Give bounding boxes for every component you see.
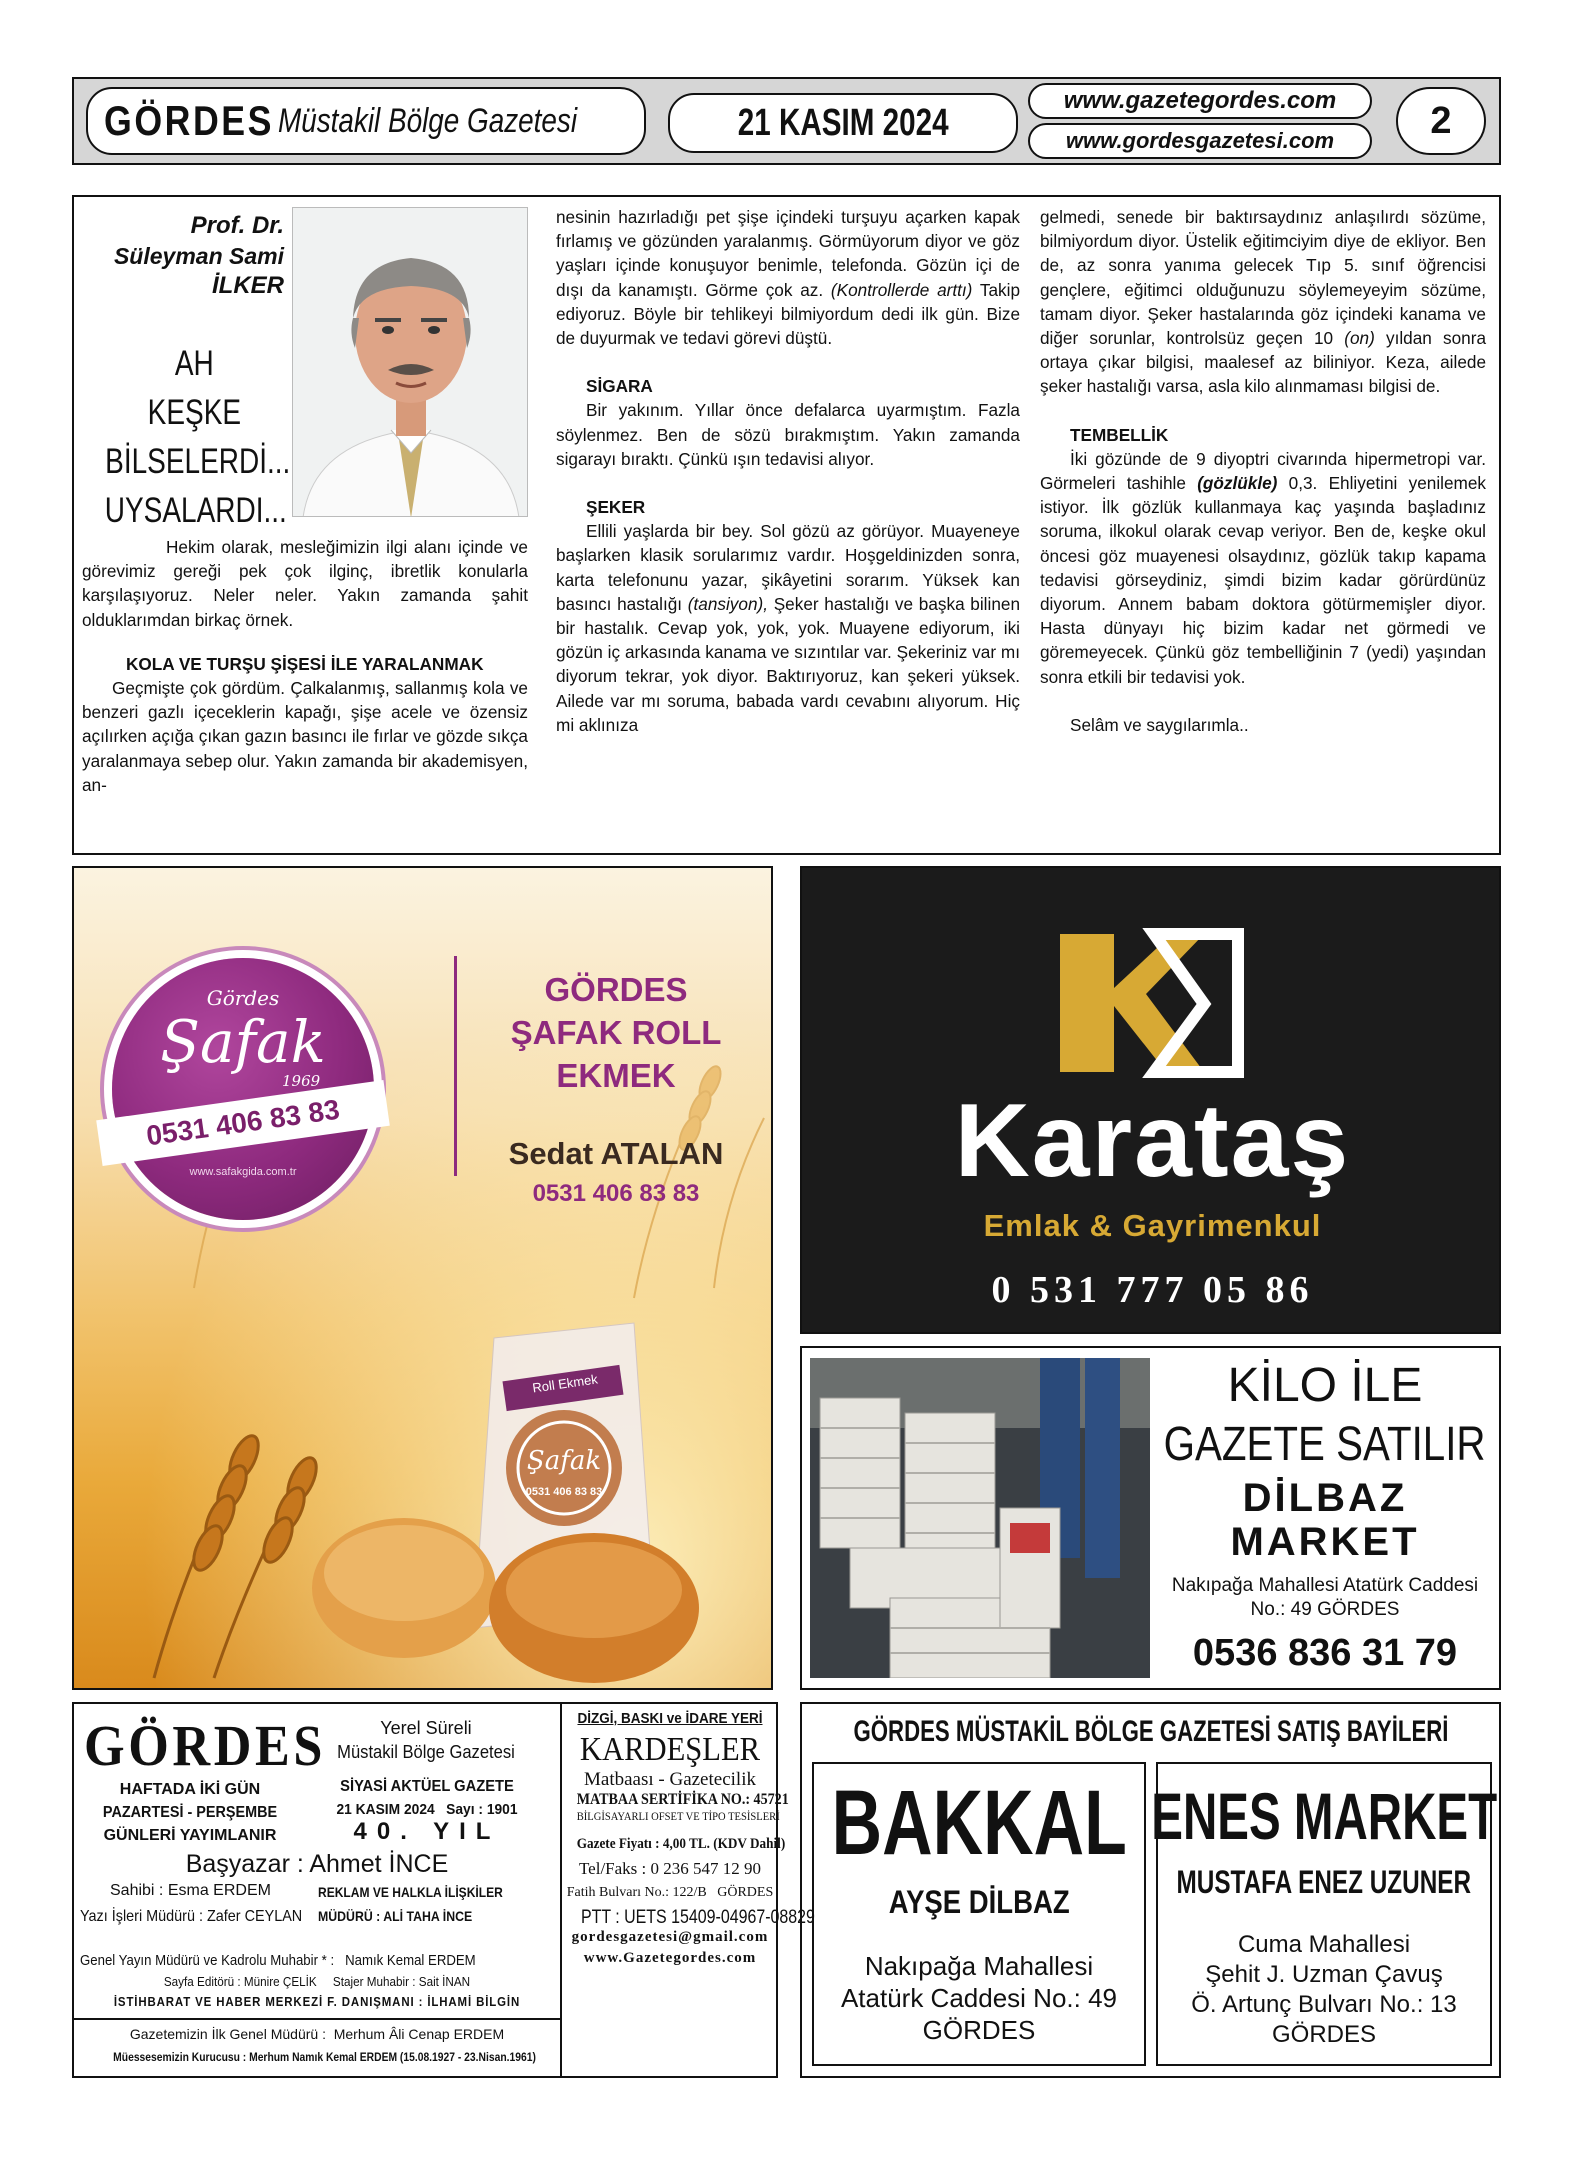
printing-facility: BİLGİSAYARLI OFSET VE TİPO TESİSLERİ	[576, 1809, 780, 1823]
imprint-footer-divider	[74, 2018, 560, 2020]
badge-phone: 0531 406 83 83	[144, 1093, 342, 1152]
website-link-2[interactable]: www.gordesgazetesi.com	[1065, 128, 1335, 153]
page-number-pill	[1396, 87, 1486, 155]
dealers-box	[800, 1702, 1501, 2078]
article-column-3	[1040, 205, 1486, 737]
dealers-title: GÖRDES MÜSTAKİL BÖLGE GAZETESİ SATIŞ BAYİLERİ	[853, 1715, 1448, 1748]
dilbaz-phone[interactable]: 0536 836 31 79	[1192, 1632, 1458, 1674]
section-text-kola-c: Takip ediyoruz. Böyle bir tehlikeyi bilmiyordum dedi ilk gün. Bize de duyurmak ve tedavi görevi düştü.	[556, 279, 1020, 349]
badge-small-text: Gördes	[206, 986, 280, 1010]
headline-line-2: KEŞKE	[147, 393, 242, 432]
printing-web[interactable]: www.Gazetegordes.com	[583, 1950, 757, 1966]
author-first-name: Süleyman Sami	[113, 243, 284, 269]
dilbaz-line-1: KİLO İLE	[1227, 1359, 1423, 1412]
brand-name: GÖRDES	[104, 97, 275, 144]
imprint-column-divider	[560, 1704, 562, 2076]
imprint-frequency	[80, 1778, 300, 1847]
section-title-sigara: SİGARA	[586, 376, 653, 397]
karatas-name: Karataş	[954, 1083, 1351, 1199]
headline-line-1: AH	[175, 344, 214, 383]
ad-safak-headline	[466, 968, 766, 1097]
article-column-1	[82, 535, 528, 797]
ad-safak-roll-ekmek[interactable]	[72, 866, 773, 1690]
newspaper-stacks-illustration	[810, 1358, 1150, 1678]
dilbaz-line-2: GAZETE SATILIR	[1164, 1417, 1486, 1471]
article-column-2	[556, 205, 1020, 737]
imprint-year: 40. YIL	[353, 1818, 501, 1845]
section-text-seker-c: gelmedi, senede bir baktırsaydınız anlaşılırdı sözüme, bilmiyordum diyor. Üstelik eğitimciyim diye de ekliyor. Ben de, az sonra yanıma gelecek Tıp 5. sınıf öğrencisi gençlere, eğitimci olduğunuzu söylemeyeyim sözüme, tamam diyor. Şeker hastalarında göz içindeki kanama ve diğer sorunlar, kontrolsüz geçen 10	[1040, 207, 1486, 349]
section-text-seker-a: Ellili yaşlarda bir bey. Sol gözü az görüyor. Muayeneye başlarken klasik sorularımız vardır. Hoşgeldinizden sonra, karta telefonunu yazar, şikâyetini sorarım. Yüksek kan basıncı hastalığı	[556, 521, 1020, 614]
printing-block	[564, 1710, 815, 1967]
karatas-phone[interactable]: 0 531 777 05 86	[991, 1269, 1314, 1311]
section-text-kola-a: Geçmişte çok gördüm. Çalkalanmış, sallanmış kola ve benzeri gazlı içeceklerin kapağı, şişe acele ve özensiz açılırken açığa çıkan gazın basıncı ile fırlar ve gözde sıkça yaralanmaya sebep olur. Yakın zamanda bir akademisyen, an-	[82, 678, 528, 795]
article-closing: Selâm ve saygılarımla..	[1070, 714, 1249, 735]
imprint-pr-1: REKLAM VE HALKLA İLİŞKİLER	[318, 1884, 503, 1900]
dealer-1-address-3: GÖRDES	[922, 2015, 1036, 2045]
ad-safak-phone[interactable]: 0531 406 83 83	[532, 1180, 700, 1207]
newspaper-stacks-photo	[810, 1358, 1150, 1678]
dilbaz-name-1: DİLBAZ	[1242, 1476, 1408, 1520]
imprint-freq-3: GÜNLERİ YAYIMLANIR	[103, 1827, 277, 1844]
printing-price: Gazete Fiyatı : 4,00 TL. (KDV Dahil)	[576, 1836, 786, 1852]
section-text-kola-italic: (Kontrollerde arttı)	[830, 279, 973, 300]
author-block	[84, 211, 284, 301]
brand-subtitle: Müstakil Bölge Gazetesi	[278, 101, 578, 140]
section-text-seker-d: yıldan sonra ortaya çıkar bilgisi, maalesef az biliniyor. Keza, ailede şeker hastalığı varsa, asla kilo alınmaması bilgisi de.	[1040, 328, 1487, 397]
printing-sub: Matbaası - Gazetecilik	[584, 1769, 756, 1790]
headline-line-4: UYSALARDI...	[104, 491, 287, 530]
karatas-tagline: Emlak & Gayrimenkul	[983, 1208, 1322, 1243]
headline-line-3: BİLSELERDİ...	[105, 442, 291, 481]
imprint-freq-2: PAZARTESİ - PERŞEMBE	[102, 1804, 278, 1821]
ad-safak-line-3: EKMEK	[556, 1057, 676, 1094]
imprint-owner: Sahibi : Esma ERDEM	[110, 1882, 271, 1899]
brand-pill	[86, 87, 646, 155]
issue-date: 21 KASIM 2024	[737, 101, 949, 144]
imprint-brand: GÖRDES	[84, 1713, 327, 1778]
dealer-card-enes-market	[1151, 1762, 1497, 2066]
author-photo	[292, 207, 528, 517]
dealer-2-name-wrap	[1151, 1778, 1497, 1854]
imprint-genre: SİYASİ AKTÜEL GAZETE	[340, 1778, 514, 1795]
dilbaz-line-2-wrap	[1152, 1416, 1498, 1472]
section-text-tembellik-italic: (gözlükle)	[1197, 473, 1278, 494]
dealers-title-wrap	[802, 1710, 1499, 1754]
printing-address: Fatih Bulvarı No.: 122/B GÖRDES	[566, 1885, 774, 1900]
author-last-name: İLKER	[212, 272, 284, 299]
section-text-seker-italic: (tansiyon),	[687, 593, 769, 614]
article-box	[72, 195, 1501, 855]
dilbaz-address: Nakıpağa Mahallesi Atatürk Caddesi No.: 49 GÖRDES	[1171, 1575, 1479, 1620]
badge-url: www.safakgida.com.tr	[189, 1166, 297, 1178]
dealer-1-owner: AYŞE DİLBAZ	[888, 1883, 1070, 1920]
section-text-seker-italic-2: (on)	[1344, 328, 1375, 349]
imprint-chief-writer: Başyazar : Ahmet İNCE	[185, 1850, 449, 1878]
badge-phone-ribbon	[96, 1080, 390, 1166]
portrait-illustration	[293, 208, 528, 517]
imprint-box	[72, 1702, 815, 2078]
ad-dilbaz-market[interactable]	[800, 1346, 1501, 1690]
imprint-founder: Müessesemizin Kurucusu : Merhum Namık Kemal ERDEM (15.08.1927 - 23.Nisan.1961)	[113, 2050, 536, 2064]
dealer-1-owner-wrap	[814, 1882, 1144, 1922]
ad-karatas-emlak[interactable]	[800, 866, 1501, 1334]
dealer-2-name: ENES MARKET	[1151, 1779, 1497, 1853]
imprint-type-1: Yerel Süreli	[380, 1718, 472, 1738]
ad-safak-line-1: GÖRDES	[544, 971, 688, 1008]
dilbaz-name-2: MARKET	[1230, 1520, 1420, 1564]
bag-label: Roll Ekmek	[531, 1371, 599, 1396]
badge-year: 1969	[282, 1072, 321, 1090]
page-header	[72, 77, 1501, 165]
printing-name: KARDEŞLER	[579, 1731, 761, 1768]
dealer-card-bakkal	[812, 1762, 1146, 2066]
section-title-tembellik: TEMBELLİK	[1070, 424, 1169, 445]
section-text-tembellik-a: İki gözünde de 9 diyoptri civarında hipermetropi var. Görmeleri tashihle	[1040, 448, 1486, 494]
dealer-1-address-1: Nakıpağa Mahallesi	[864, 1951, 1094, 1981]
section-text-kola-b: nesinin hazırladığı pet şişe içindeki turşuyu açarken kapak fırlamış ve gözünden yaralanmış. Görmüyorum diyor ve göz yaşları içinde konuşuyor benimle, telefonda. Gözün içi de dışı da kanamıştı. Görme çok az.	[556, 207, 1020, 300]
dealer-2-owner: MUSTAFA ENEZ UZUNER	[1176, 1863, 1472, 1900]
issue-date-pill	[668, 93, 1018, 153]
author-title: Prof. Dr.	[190, 212, 284, 239]
section-text-tembellik-b: 0,3. Ehliyetini yenilemek istiyor. İlk gözlük kullanmaya kaç yaşında başladınız soruma, ilkokul olarak cevap veriyor. Ben de, keşke okul öncesi göz muayenesi olsaydınız, gözlük takıp kapama tedavisi görseydiniz, şimdi bizim kadar görürdünüz diyorum. Annem babam doktora götürmemişler diyor. Hasta dünyayı hiç bizim kadar net görmedi ve göremeyecek. Çünkü göz tembelliğinin 7 (yedi) yaşından sonra etkili bir tedavisi yok.	[1040, 473, 1486, 687]
dealer-2-address-4: GÖRDES	[1271, 2021, 1376, 2048]
ad-safak-owner: Sedat ATALAN	[508, 1136, 724, 1171]
printing-ptt: PTT : UETS 15409-04967-08829	[580, 1907, 815, 1928]
imprint-pr-2: MÜDÜRÜ : ALİ TAHA İNCE	[318, 1908, 473, 1924]
dealer-2-address-1: Cuma Mahallesi	[1237, 1931, 1411, 1958]
imprint-freq-1: HAFTADA İKİ GÜN	[119, 1781, 261, 1798]
section-title-seker: ŞEKER	[586, 497, 646, 518]
printing-cert: MATBAA SERTİFİKA NO.: 45721	[576, 1791, 789, 1808]
website-pill-1[interactable]	[1028, 83, 1372, 119]
dealer-1-name-wrap	[814, 1771, 1144, 1874]
headline	[82, 339, 307, 535]
imprint-intel: İSTİHBARAT VE HABER MERKEZİ F. DANIŞMANI : İLHAMİ BİLGİN	[113, 1994, 521, 2009]
karatas-logo-icon	[1054, 928, 1244, 1078]
bag-brand: Şafak	[526, 1446, 602, 1476]
dealer-1-address-2: Atatürk Caddesi No.: 49	[840, 1983, 1118, 2013]
section-title-kola: KOLA VE TURŞU ŞİŞESİ İLE YARALANMAK	[126, 653, 484, 674]
imprint-issue: 21 KASIM 2024 Sayı : 1901	[336, 1801, 518, 1818]
imprint-type-2: Müstakil Bölge Gazetesi	[337, 1742, 515, 1762]
article-intro: Hekim olarak, mesleğimizin ilgi alanı içinde ve görevimiz gereği pek çok ilginç, ibretlik konularla karşılaşıyoruz. Neler neler. Yakın zamanda şahit olduklarımdan birkaç örnek.	[82, 537, 528, 630]
ad-safak-line-2: ŞAFAK ROLL	[510, 1014, 722, 1051]
website-link-1[interactable]: www.gazetegordes.com	[1063, 87, 1337, 114]
section-text-seker-b: Şeker hastalığı ve başka bilinen bir hastalık. Cevap yok, yok, yok. Muayene ediyorum, iki gözün iç arkasında kanama ve sızıntılar var. Şekeriniz var mı diyorum tekrar, yok diyor. Baktırıyoruz, kan şekeri yüksek. Ailede var mı soruma, babada vardı cevabını alıyorum. Hiç mi aklınıza	[556, 593, 1021, 735]
imprint-editor: Yazı İşleri Müdürü : Zafer CEYLAN	[80, 1908, 303, 1925]
dealer-2-address-2: Şehit J. Uzman Çavuş	[1205, 1961, 1443, 1988]
dealer-1-address	[814, 1950, 1144, 2046]
printing-tel: Tel/Faks : 0 236 547 12 90	[578, 1859, 762, 1878]
imprint-general-manager: Genel Yayın Müdürü ve Kadrolu Muhabir * : Namık Kemal ERDEM	[80, 1952, 476, 1969]
imprint-page-editor: Sayfa Editörü : Münire ÇELİK Stajer Muhabir : Sait İNAN	[163, 1974, 471, 1989]
bag-phone: 0531 406 83 83	[525, 1486, 603, 1498]
imprint-first-gm: Gazetemizin İlk Genel Müdürü : Merhum Âli Cenap ERDEM	[129, 2026, 505, 2042]
page-number: 2	[1430, 99, 1452, 142]
dealer-2-address-3: Ö. Artunç Bulvarı No.: 13	[1191, 1991, 1457, 2018]
printing-email[interactable]: gordesgazetesi@gmail.com	[571, 1929, 769, 1945]
dealer-2-address	[1158, 1930, 1490, 2050]
section-text-sigara: Bir yakınım. Yıllar önce defalarca uyarmıştım. Fazla söylenmez. Ben de sözü bırakmıştım. Yakın zamanda sigarayı bıraktı. Çünkü ışın tedavisi alıyor.	[556, 400, 1020, 469]
website-pill-2[interactable]	[1028, 123, 1372, 159]
dealer-2-owner-wrap	[1158, 1862, 1490, 1902]
badge-brand-name: Şafak	[160, 1008, 326, 1076]
ad-divider	[454, 956, 457, 1176]
printing-head: DİZGİ, BASKI ve İDARE YERİ	[577, 1710, 763, 1727]
safak-logo-badge	[112, 958, 374, 1220]
dealer-1-name: BAKKAL	[831, 1771, 1127, 1874]
